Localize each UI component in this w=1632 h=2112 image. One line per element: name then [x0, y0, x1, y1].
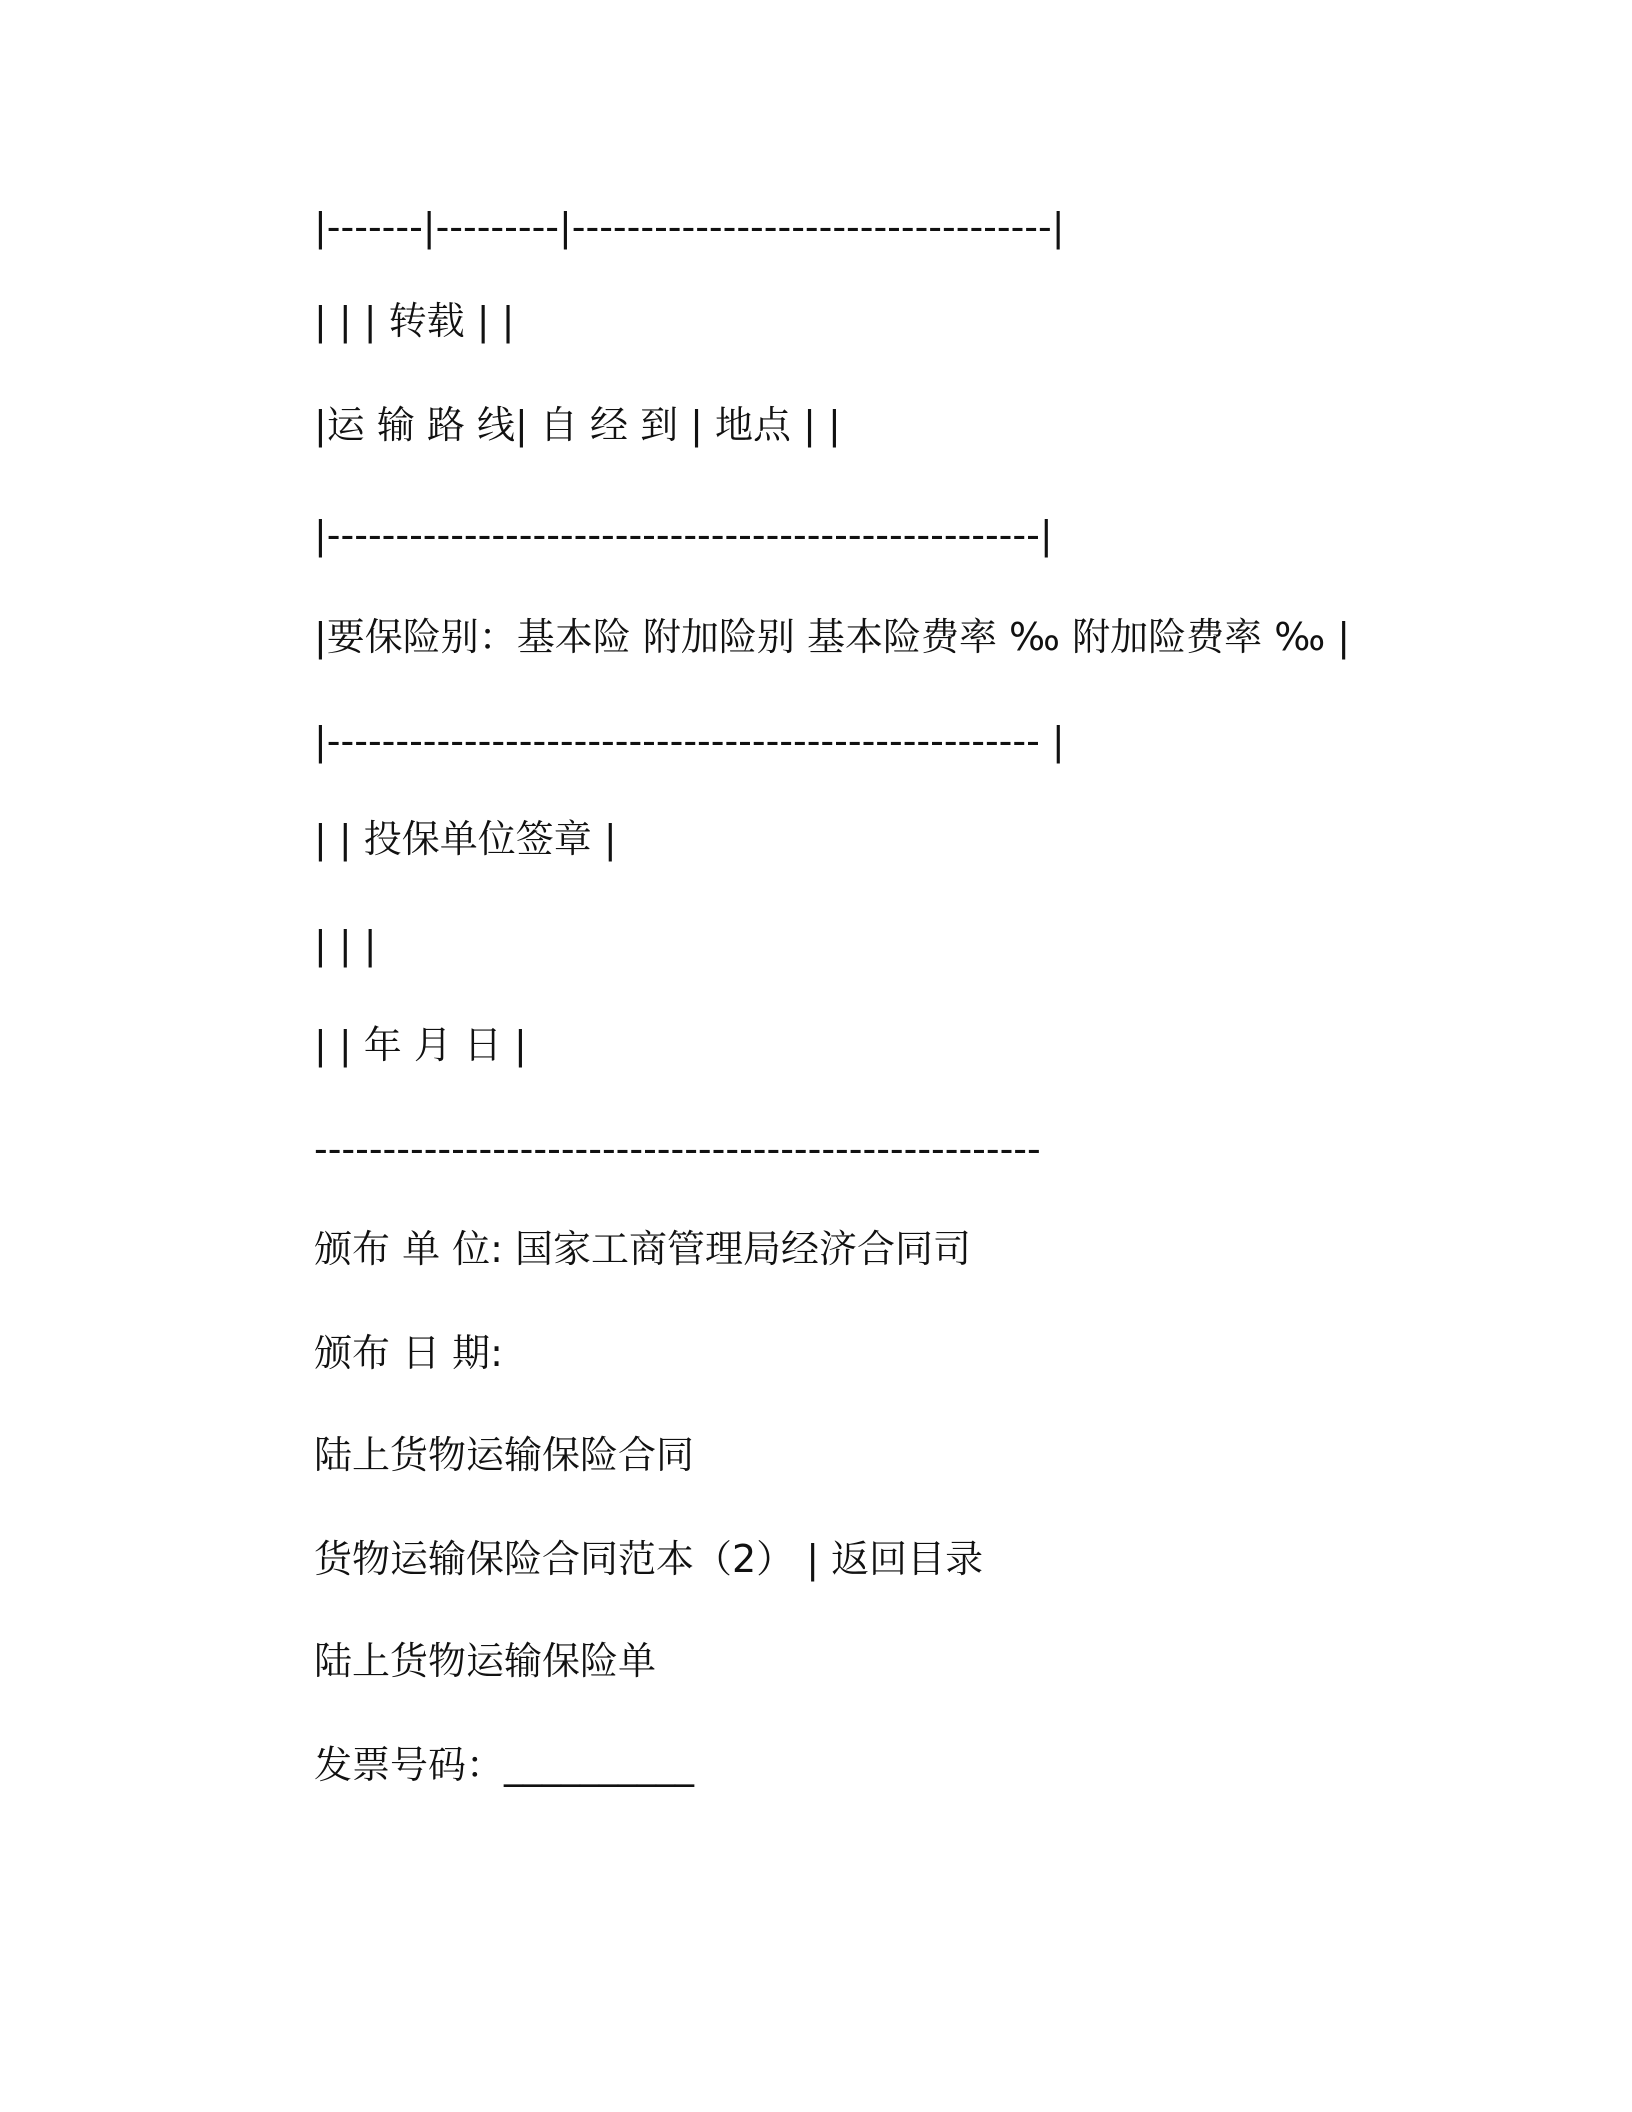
table-row-date: | | 年 月 日 |	[314, 1023, 527, 1067]
table-row-transfer: | | | 转载 | |	[314, 299, 515, 343]
heading-land-cargo-contract: 陆上货物运输保险合同	[314, 1433, 695, 1477]
table-row-empty: | | |	[314, 923, 377, 967]
table-row-insurance-type: |要保险别：基本险 附加险别 基本险费率 ‰ 附加险费率 ‰ |	[314, 615, 1351, 659]
table-divider: |---------------------------------------------------- |	[314, 719, 1065, 763]
table-border-top: |-------|---------|-----------------------------------|	[314, 205, 1065, 249]
table-row-signature: | | 投保单位签章 |	[314, 817, 617, 861]
heading-land-cargo-policy: 陆上货物运输保险单	[314, 1639, 657, 1683]
heading-contract-template-2: 货物运输保险合同范本（2） | 返回目录	[314, 1537, 984, 1581]
invoice-number-field: 发票号码：__________	[314, 1743, 695, 1787]
issuing-date: 颁布 日 期:	[314, 1331, 503, 1375]
table-border-bottom: -----------------------------------------------------	[314, 1127, 1041, 1171]
table-divider: |----------------------------------------------------|	[314, 513, 1053, 557]
issuing-unit: 颁布 单 位: 国家工商管理局经济合同司	[314, 1227, 972, 1271]
table-row-route: |运 输 路 线| 自 经 到 | 地点 | |	[314, 403, 841, 447]
